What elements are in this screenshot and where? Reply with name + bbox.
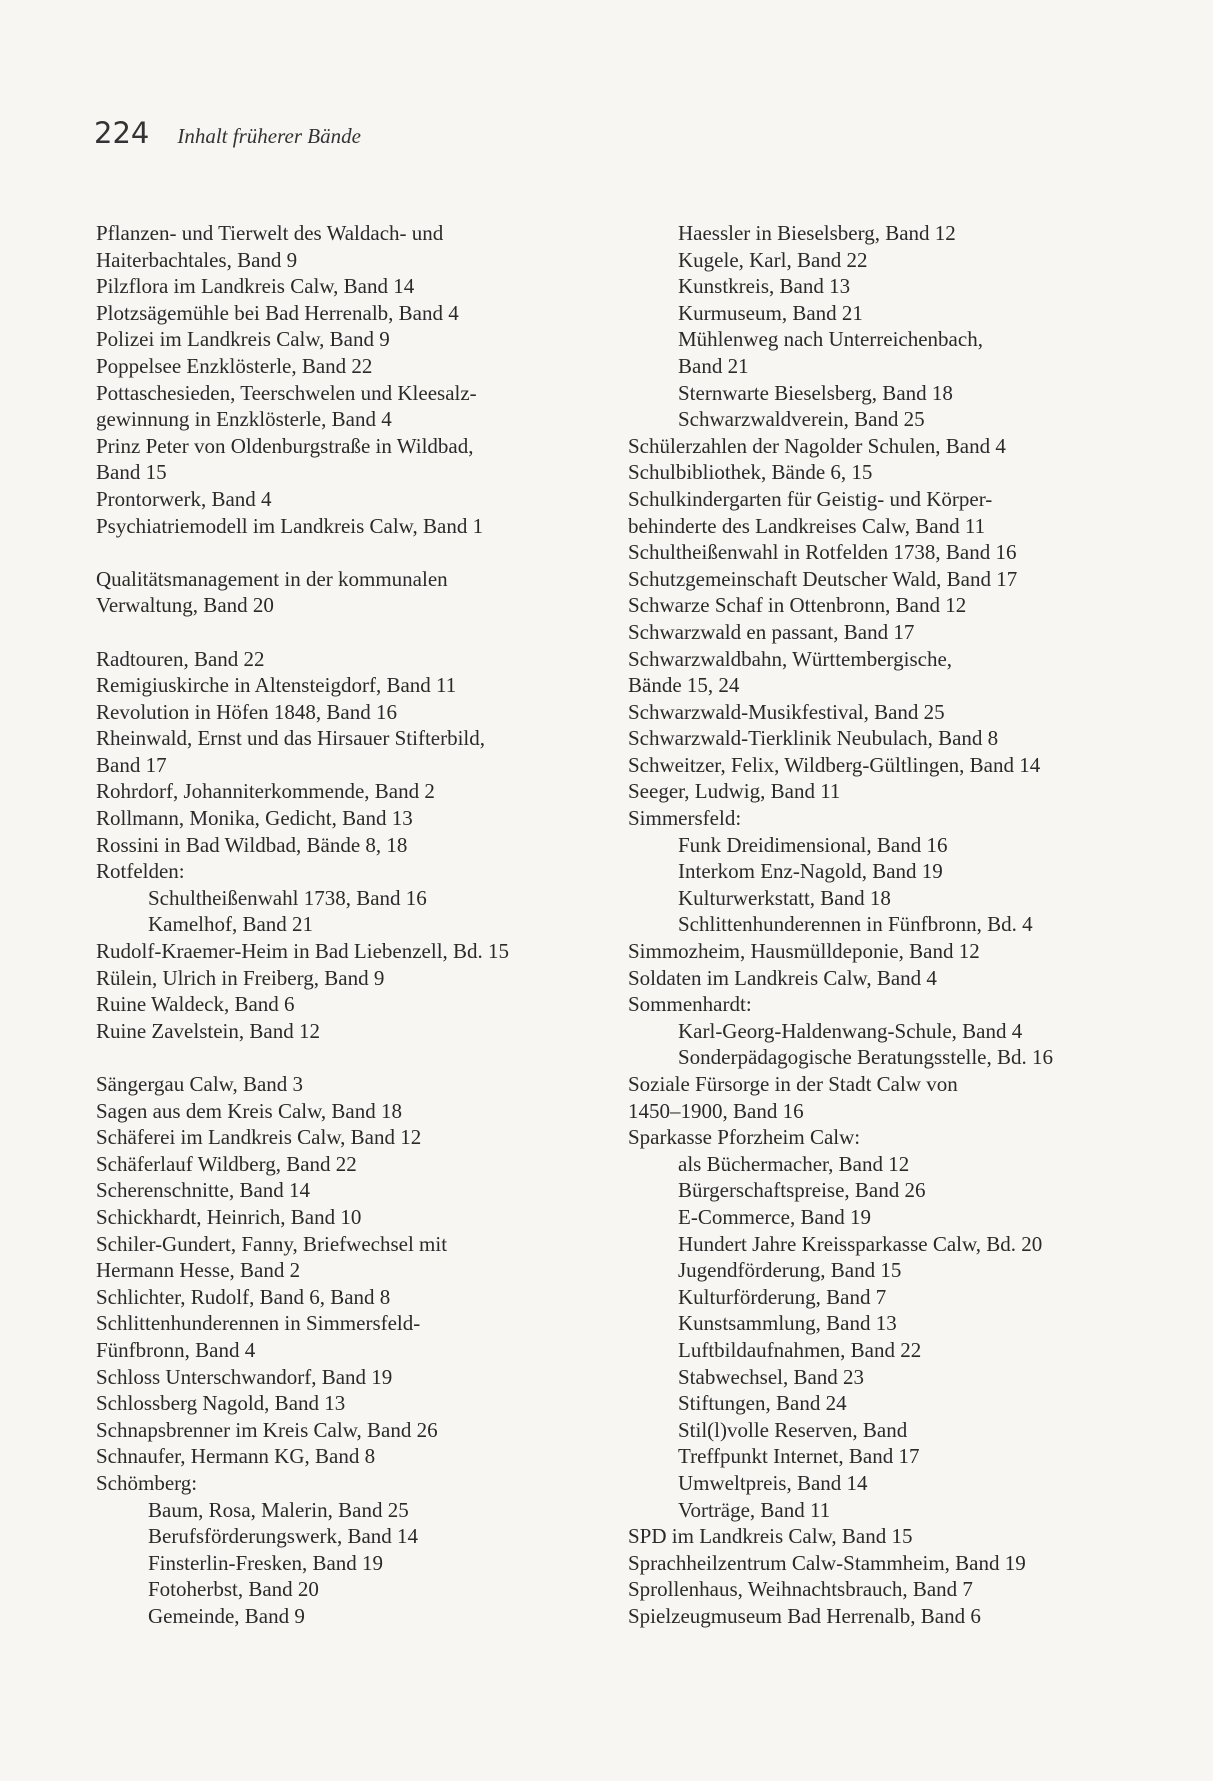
index-entry: Schwarzwald en passant, Band 17	[628, 619, 915, 644]
page-header	[94, 116, 361, 150]
index-entry: Rotfelden:	[96, 859, 185, 884]
index-subentry: Band 21	[678, 353, 749, 378]
index-entry: Rollmann, Monika, Gedicht, Band 13	[96, 806, 413, 831]
index-entry: Pottaschesieden, Teerschwelen und Kleesalz-	[96, 380, 477, 405]
index-subentry: Kulturwerkstatt, Band 18	[678, 885, 891, 910]
index-subentry: Kurmuseum, Band 21	[678, 300, 863, 325]
index-entry: Pflanzen- und Tierwelt des Waldach- und	[96, 221, 444, 245]
index-entry: Haiterbachtales, Band 9	[96, 247, 298, 272]
index-entry: Psychiatriemodell im Landkreis Calw, Band 1	[96, 513, 484, 538]
index-entry: Revolution in Höfen 1848, Band 16	[96, 699, 397, 724]
index-entry: Rülein, Ulrich in Freiberg, Band 9	[96, 965, 385, 990]
index-entry: behinderte des Landkreises Calw, Band 11	[628, 513, 986, 538]
index-entry: Schlossberg Nagold, Band 13	[96, 1391, 346, 1416]
index-entry: Ruine Waldeck, Band 6	[96, 992, 295, 1017]
index-entry: Schwarzwald-Musikfestival, Band 25	[628, 699, 945, 724]
index-subentry: Interkom Enz-Nagold, Band 19	[678, 859, 943, 884]
index-subentry: Umweltpreis, Band 14	[678, 1470, 868, 1495]
index-subentry: Haessler in Bieselsberg, Band 12	[678, 221, 956, 245]
index-entry: Fünfbronn, Band 4	[96, 1337, 256, 1362]
index-entry: Schömberg:	[96, 1470, 198, 1495]
index-subentry: Vorträge, Band 11	[678, 1497, 831, 1522]
index-subentry: Fotoherbst, Band 20	[148, 1577, 319, 1602]
index-column-left	[96, 220, 616, 1629]
index-entry: Schnaufer, Hermann KG, Band 8	[96, 1444, 376, 1469]
index-entry: Verwaltung, Band 20	[96, 593, 274, 618]
index-entry: Simmozheim, Hausmülldeponie, Band 12	[628, 939, 980, 964]
index-entry: Schutzgemeinschaft Deutscher Wald, Band 17	[628, 566, 1018, 591]
index-entry: Polizei im Landkreis Calw, Band 9	[96, 327, 390, 352]
index-subentry: Schultheißenwahl 1738, Band 16	[148, 885, 427, 910]
index-subentry: Hundert Jahre Kreissparkasse Calw, Bd. 20	[678, 1231, 1043, 1256]
index-column-right	[628, 220, 1128, 1629]
index-entry: Prontorwerk, Band 4	[96, 486, 272, 511]
index-subentry: Stil(l)volle Reserven, Band	[678, 1417, 908, 1442]
index-subentry: Kamelhof, Band 21	[148, 912, 314, 937]
index-subentry: Karl-Georg-Haldenwang-Schule, Band 4	[678, 1018, 1023, 1043]
index-entry: SPD im Landkreis Calw, Band 15	[628, 1524, 913, 1549]
index-entry: Schickhardt, Heinrich, Band 10	[96, 1204, 362, 1229]
index-entry: Sprachheilzentrum Calw-Stammheim, Band 19	[628, 1550, 1026, 1575]
index-entry: Sparkasse Pforzheim Calw:	[628, 1125, 861, 1150]
index-entry: Qualitätsmanagement in der kommunalen	[96, 566, 448, 591]
index-entry: Simmersfeld:	[628, 806, 742, 831]
index-entry: Schwarzwaldbahn, Württembergische,	[628, 646, 953, 671]
index-entry: Plotzsägemühle bei Bad Herrenalb, Band 4	[96, 300, 459, 325]
index-entry: Schnapsbrenner im Kreis Calw, Band 26	[96, 1417, 438, 1442]
index-subentry: Berufsförderungswerk, Band 14	[148, 1524, 419, 1549]
index-entry: Schlichter, Rudolf, Band 6, Band 8	[96, 1284, 391, 1309]
index-entry: Seeger, Ludwig, Band 11	[628, 779, 841, 804]
index-entry: Schlittenhunderennen in Simmersfeld-	[96, 1311, 421, 1336]
index-subentry: Gemeinde, Band 9	[148, 1603, 305, 1628]
index-entry: Ruine Zavelstein, Band 12	[96, 1018, 320, 1043]
index-subentry: als Büchermacher, Band 12	[678, 1151, 910, 1176]
index-entry: Bände 15, 24	[628, 673, 740, 698]
index-subentry: Luftbildaufnahmen, Band 22	[678, 1337, 922, 1362]
index-entry: Schulbibliothek, Bände 6, 15	[628, 460, 873, 485]
index-subentry: Baum, Rosa, Malerin, Band 25	[148, 1497, 409, 1522]
index-subentry: Funk Dreidimensional, Band 16	[678, 832, 948, 857]
index-subentry: Bürgerschaftspreise, Band 26	[678, 1178, 926, 1203]
index-subentry: Kunstsammlung, Band 13	[678, 1311, 897, 1336]
index-subentry: Stabwechsel, Band 23	[678, 1364, 865, 1389]
page-number: 224	[94, 116, 150, 150]
index-entry: Pilzflora im Landkreis Calw, Band 14	[96, 274, 415, 299]
index-entry: Schloss Unterschwandorf, Band 19	[96, 1364, 393, 1389]
index-subentry: Treffpunkt Internet, Band 17	[678, 1444, 920, 1469]
index-subentry: Mühlenweg nach Unterreichenbach,	[678, 327, 983, 352]
section-gap	[96, 1044, 616, 1071]
index-entry: Sängergau Calw, Band 3	[96, 1072, 304, 1096]
index-entry: Schäferei im Landkreis Calw, Band 12	[96, 1125, 422, 1150]
index-subentry: Schlittenhunderennen in Fünfbronn, Bd. 4	[678, 912, 1033, 937]
index-entry: gewinnung in Enzklösterle, Band 4	[96, 407, 392, 432]
index-subentry: Sonderpädagogische Beratungsstelle, Bd. 16	[678, 1045, 1054, 1070]
index-entry: Soldaten im Landkreis Calw, Band 4	[628, 965, 937, 990]
index-subentry: Jugendförderung, Band 15	[678, 1258, 902, 1283]
index-subentry: Schwarzwaldverein, Band 25	[678, 407, 925, 432]
index-entry: Sommenhardt:	[628, 992, 752, 1017]
index-entry: Rohrdorf, Johanniterkommende, Band 2	[96, 779, 435, 804]
index-entry: Rossini in Bad Wildbad, Bände 8, 18	[96, 832, 408, 857]
index-subentry: Kunstkreis, Band 13	[678, 274, 851, 299]
index-subentry: E-Commerce, Band 19	[678, 1204, 872, 1229]
index-entry: Schultheißenwahl in Rotfelden 1738, Band 16	[628, 540, 1017, 565]
index-entry: Remigiuskirche in Altensteigdorf, Band 11	[96, 673, 457, 698]
index-entry: Schweitzer, Felix, Wildberg-Gültlingen, Band 14	[628, 752, 1041, 777]
index-entry: Schwarze Schaf in Ottenbronn, Band 12	[628, 593, 967, 618]
index-subentry: Sternwarte Bieselsberg, Band 18	[678, 380, 953, 405]
index-entry: 1450–1900, Band 16	[628, 1098, 804, 1123]
index-subentry: Kulturförderung, Band 7	[678, 1284, 887, 1309]
section-gap	[96, 619, 616, 646]
index-entry: Schiler-Gundert, Fanny, Briefwechsel mit	[96, 1231, 448, 1256]
index-entry: Band 17	[96, 752, 167, 777]
index-entry: Band 15	[96, 460, 167, 485]
index-subentry: Stiftungen, Band 24	[678, 1391, 847, 1416]
index-subentry: Kugele, Karl, Band 22	[678, 247, 868, 272]
index-entry: Prinz Peter von Oldenburgstraße in Wildbad,	[96, 433, 474, 458]
index-entry: Radtouren, Band 22	[96, 646, 265, 671]
index-entry: Hermann Hesse, Band 2	[96, 1258, 301, 1283]
index-entry: Sprollenhaus, Weihnachtsbrauch, Band 7	[628, 1577, 973, 1602]
index-subentry: Finsterlin-Fresken, Band 19	[148, 1550, 384, 1575]
index-entry: Rudolf-Kraemer-Heim in Bad Liebenzell, Bd. 15	[96, 939, 510, 964]
section-gap	[96, 539, 616, 566]
index-entry: Scherenschnitte, Band 14	[96, 1178, 311, 1203]
index-entry: Soziale Fürsorge in der Stadt Calw von	[628, 1072, 958, 1096]
index-entry: Sagen aus dem Kreis Calw, Band 18	[96, 1098, 402, 1123]
index-entry: Poppelsee Enzklösterle, Band 22	[96, 353, 373, 378]
index-entry: Spielzeugmuseum Bad Herrenalb, Band 6	[628, 1603, 981, 1628]
running-title: Inhalt früherer Bände	[177, 124, 361, 148]
index-entry: Schülerzahlen der Nagolder Schulen, Band 4	[628, 433, 1006, 458]
index-entry: Schäferlauf Wildberg, Band 22	[96, 1151, 357, 1176]
index-entry: Schulkindergarten für Geistig- und Körper-	[628, 486, 993, 511]
index-entry: Schwarzwald-Tierklinik Neubulach, Band 8	[628, 726, 999, 751]
index-entry: Rheinwald, Ernst und das Hirsauer Stifterbild,	[96, 726, 486, 751]
